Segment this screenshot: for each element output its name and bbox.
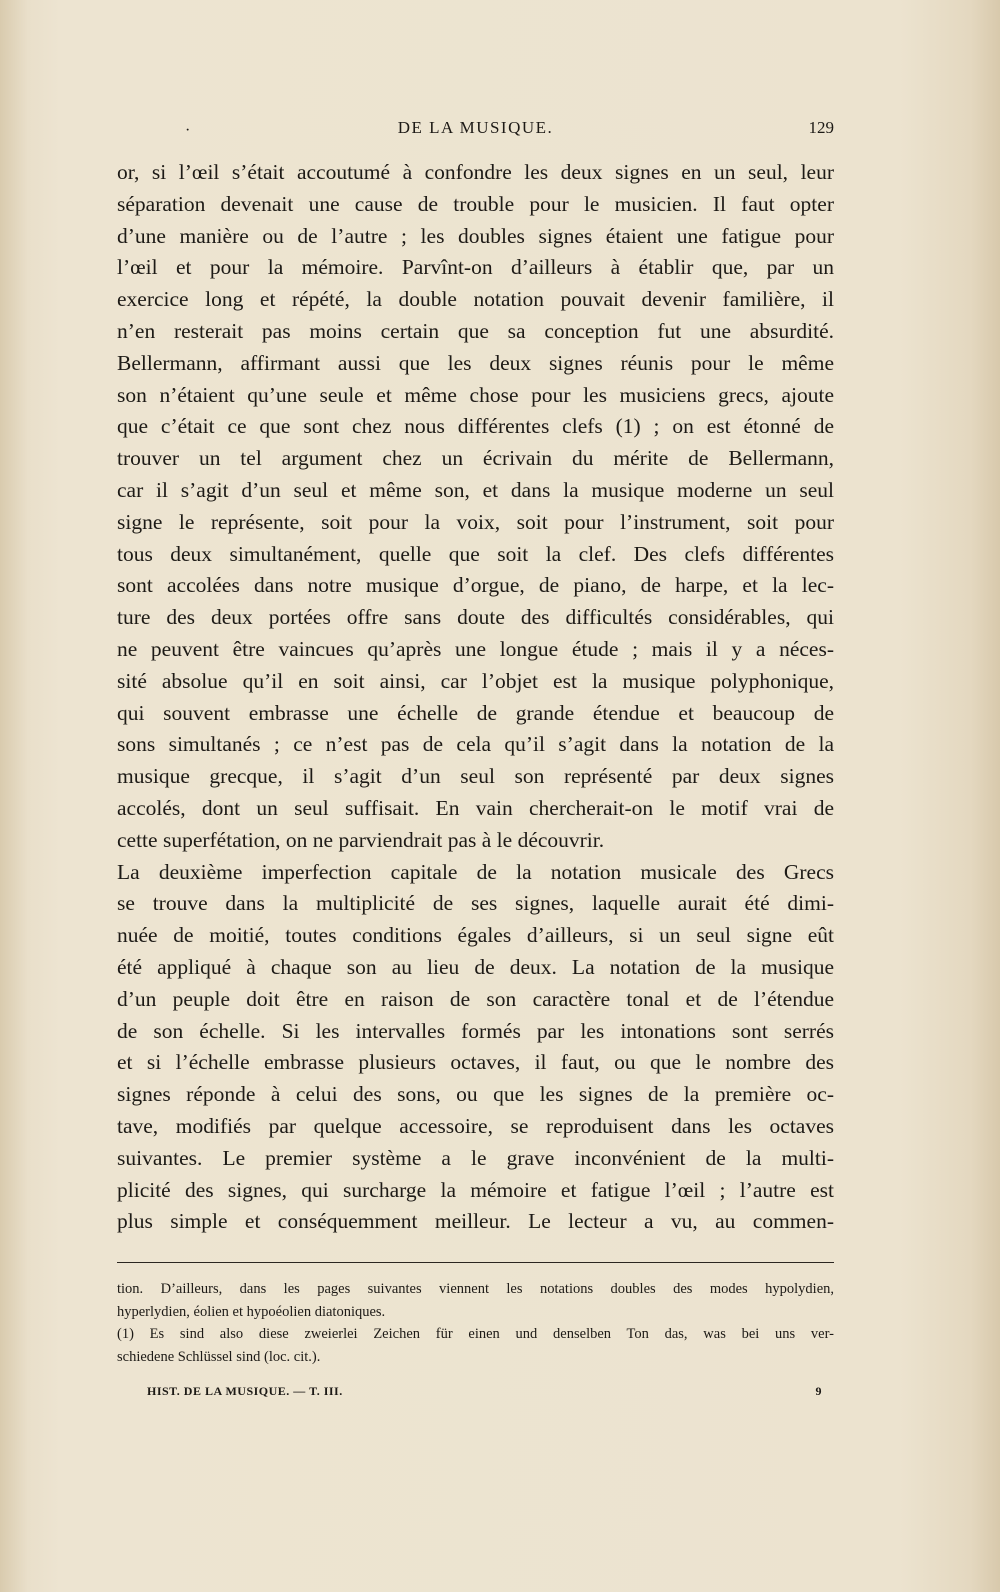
text-line: plicité des signes, qui surcharge la mémoire et fatigue l’œil ; l’autre est <box>117 1177 834 1202</box>
text-line: tous deux simultanément, quelle que soit la clef. Des clefs différentes <box>117 541 834 566</box>
text-line: qui souvent embrasse une échelle de grande étendue et beaucoup de <box>117 700 834 725</box>
signature-number: 9 <box>815 1384 822 1398</box>
text-line: musique grecque, il s’agit d’un seul son représenté par deux signes <box>117 764 834 789</box>
signature-title: HIST. DE LA MUSIQUE. — T. III. <box>147 1384 343 1398</box>
text-line: ture des deux portées offre sans doute des difficultés considérables, qui <box>117 605 834 630</box>
text-line: tave, modifiés par quelque accessoire, se reproduisent dans les octaves <box>117 1113 834 1138</box>
text-line: trouver un tel argument chez un écrivain du mérite de Bellermann, <box>117 446 834 471</box>
running-header <box>117 118 834 148</box>
text-line: plus simple et conséquemment meilleur. Le lecteur a vu, au commen- <box>117 1209 834 1234</box>
main-text <box>117 157 834 1238</box>
text-line: d’une manière ou de l’autre ; les doubles signes étaient une fatigue pour <box>117 223 834 248</box>
text-line: l’œil et pour la mémoire. Parvînt-on d’ailleurs à établir que, par un <box>117 255 834 280</box>
footnote-line: tion. D’ailleurs, dans les pages suivantes viennent les notations doubles des modes hypolydien, <box>117 1281 834 1297</box>
text-line: sont accolées dans notre musique d’orgue, de piano, de harpe, et la lec- <box>117 573 834 598</box>
text-line: signe le représente, soit pour la voix, soit pour l’instrument, soit pour <box>117 509 834 534</box>
running-title: DE LA MUSIQUE. <box>397 118 554 137</box>
text-line: d’un peuple doit être en raison de son caractère tonal et de l’étendue <box>117 986 834 1011</box>
text-line: suivantes. Le premier système a le grave inconvénient de la multi- <box>117 1145 834 1170</box>
text-line: que c’était ce que sont chez nous différentes clefs (1) ; on est étonné de <box>117 414 834 439</box>
header-dot: · <box>185 122 191 139</box>
text-line: nuée de moitié, toutes conditions égales d’ailleurs, si un seul signe eût <box>117 923 834 948</box>
text-line: sons simultanés ; ce n’est pas de cela qu’il s’agit dans la notation de la <box>117 732 834 757</box>
text-line: car il s’agit d’un seul et même son, et dans la musique moderne un seul <box>117 477 834 502</box>
text-line: Bellermann, affirmant aussi que les deux signes réunis pour le même <box>117 350 834 375</box>
text-line: été appliqué à chaque son au lieu de deux. La notation de la musique <box>117 954 834 979</box>
text-line: son n’étaient qu’une seule et même chose pour les musiciens grecs, ajoute <box>117 382 834 407</box>
text-line: sité absolue qu’il en soit ainsi, car l’objet est la musique polyphonique, <box>117 668 834 693</box>
text-line: n’en resterait pas moins certain que sa conception fut une absurdité. <box>117 318 834 343</box>
text-line: séparation devenait une cause de trouble pour le musicien. Il faut opter <box>117 191 834 216</box>
paragraph-first-line: La deuxième imperfection capitale de la notation musicale des Grecs <box>117 859 834 884</box>
footnote-divider <box>117 1262 834 1263</box>
text-line: de son échelle. Si les intervalles formés par les intonations sont serrés <box>117 1018 834 1043</box>
text-line: exercice long et répété, la double notation pouvait devenir familière, il <box>117 287 834 312</box>
text-line: ne peuvent être vaincues qu’après une longue étude ; mais il y a néces- <box>117 636 834 661</box>
text-line: cette superfétation, on ne parviendrait pas à le découvrir. <box>117 827 605 852</box>
text-line: se trouve dans la multiplicité de ses signes, laquelle aurait été dimi- <box>117 891 834 916</box>
footnote-line: (1) Es sind also diese zweierlei Zeichen für einen und denselben Ton das, was bei uns ver- <box>117 1326 834 1342</box>
footnotes <box>117 1278 834 1368</box>
footnote-line: hyperlydien, éolien et hypoéolien diatoniques. <box>117 1303 386 1320</box>
text-line: et si l’échelle embrasse plusieurs octaves, il faut, ou que le nombre des <box>117 1050 834 1075</box>
page-number: 129 <box>808 118 834 137</box>
text-line: or, si l’œil s’était accoutumé à confondre les deux signes en un seul, leur <box>117 160 834 184</box>
text-line: signes réponde à celui des sons, ou que les signes de la première oc- <box>117 1082 834 1107</box>
printer-signature <box>117 1384 834 1404</box>
footnote-line: schiedene Schlüssel sind (loc. cit.). <box>117 1348 321 1365</box>
text-line: accolés, dont un seul suffisait. En vain chercherait-on le motif vrai de <box>117 795 834 820</box>
